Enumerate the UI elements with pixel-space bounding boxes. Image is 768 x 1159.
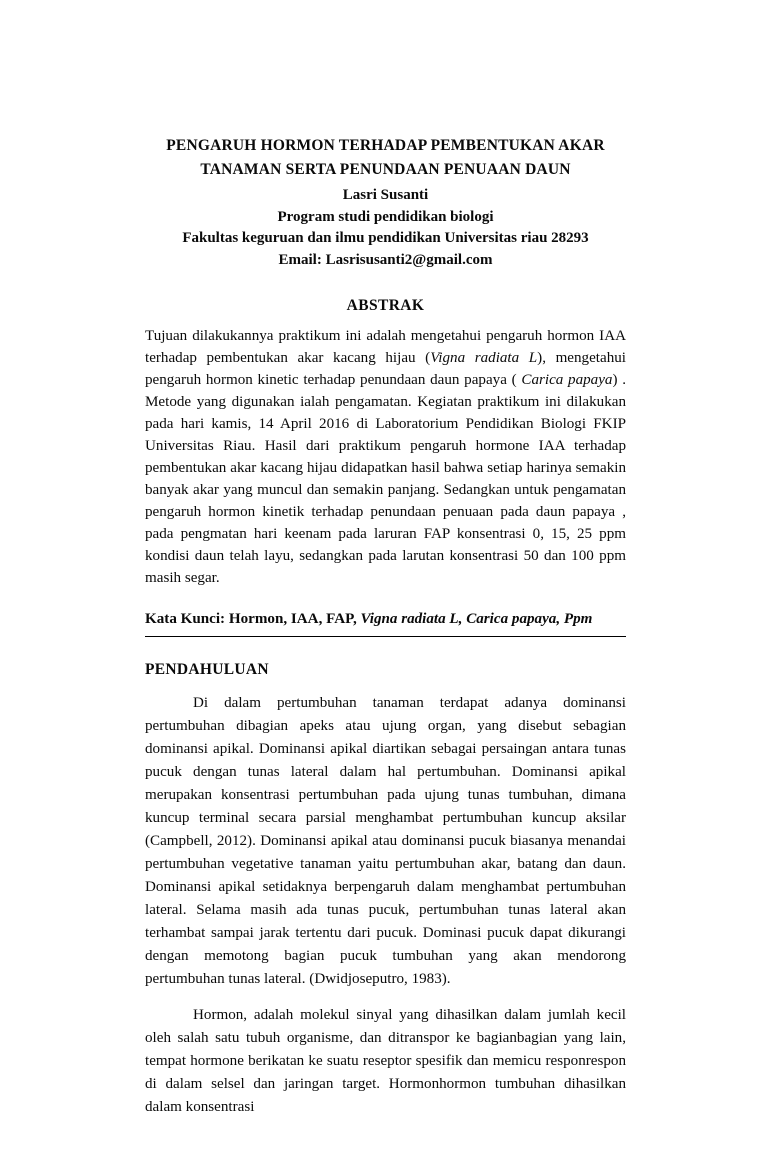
author-email: Email: Lasrisusanti2@gmail.com xyxy=(278,251,493,268)
paper-title xyxy=(145,134,626,182)
author-program: Program studi pendidikan biologi xyxy=(277,208,494,225)
text-run: ), mengetahui pengaruh hormon kinetic terhadap penundaan daun papaya ( xyxy=(145,350,626,388)
text-run: Carica papaya xyxy=(521,372,613,388)
paragraph: Di dalam pertumbuhan tanaman terdapat adanya dominansi pertumbuhan dibagian apeks atau ujung organ, yang disebut sebagian dominansi apikal. Dominansi apikal diartikan sebagai persaingan antara tunas pucuk dengan tunas lateral dalam hal pertumbuhan. Dominansi apikal merupakan konsentrasi pertumbuhan pada ujung tunas tumbuhan, dimana kuncup terminal secara parsial menghambat pertumbuhan kuncup aksilar (Campbell, 2012). Dominansi apikal atau dominansi pucuk biasanya menandai pertumbuhan vegetative tanaman yaitu pertumbuhan akar, batang dan daun. Dominansi apikal setidaknya berpengaruh dalam menghambat pertumbuhan lateral. Selama masih ada tunas pucuk, pertumbuhan tunas lateral akan terhambat sampai jarak tertentu dari pucuk. Dominasi pucuk dapat dikurangi dengan memotong bagian pucuk tumbuhan yang akan mendorong pertumbuhan tunas lateral. (Dwidjoseputro, 1983). xyxy=(145,695,626,987)
text-run: Kata Kunci: Hormon, IAA, FAP, xyxy=(145,611,361,627)
text-run: Vigna radiata L xyxy=(430,350,538,366)
text-run: Tujuan dilakukannya praktikum ini adalah mengetahui pengaruh hormon IAA terhadap pembentukan akar kacang hijau ( xyxy=(145,328,626,366)
text-run: ) . Metode yang digunakan ialah pengamatan. Kegiatan praktikum ini dilakukan pada hari kamis, 14 April 2016 di Laboratorium Pendidikan Biologi FKIP Universitas Riau. Hasil dari praktikum pengaruh hormone IAA terhadap pembentukan akar kacang hijau didapatkan hasil bahwa setiap harinya semakin banyak akar yang muncul dan semakin panjang. Sedangkan untuk pengamatan pengaruh hormon kinetik terhadap penundaan penuaan pada daun papaya , pada pengmatan hari keenam pada laruran FAP konsentrasi 0, 15, 25 ppm kondisi daun telah layu, sedangkan pada larutan konsentrasi 50 dan 100 ppm masih segar. xyxy=(145,372,627,586)
section-heading: PENDAHULUAN xyxy=(145,661,269,678)
text-run: Vigna radiata L, Carica papaya, Ppm xyxy=(360,611,593,627)
abstract-text xyxy=(145,325,626,589)
author-block xyxy=(145,185,626,271)
paragraph: Hormon, adalah molekul sinyal yang dihasilkan dalam jumlah kecil oleh salah satu tubuh organisme, dan ditranspor ke bagianbagian yang lain, tempat hormone berikatan ke suatu reseptor spesifik dan memicu responrespon di dalam selsel dan jaringan target. Hormonhormon tumbuhan dihasilkan dalam konsentrasi xyxy=(145,1007,626,1115)
abstract-heading: ABSTRAK xyxy=(346,297,425,314)
author-name: Lasri Susanti xyxy=(342,187,429,203)
title-line: PENGARUH HORMON TERHADAP PEMBENTUKAN AKAR xyxy=(166,137,605,154)
author-affiliation: Fakultas keguruan dan ilmu pendidikan Universitas riau 28293 xyxy=(182,230,589,246)
keywords-line xyxy=(145,609,626,637)
title-line: TANAMAN SERTA PENUNDAAN PENUAAN DAUN xyxy=(200,161,571,178)
